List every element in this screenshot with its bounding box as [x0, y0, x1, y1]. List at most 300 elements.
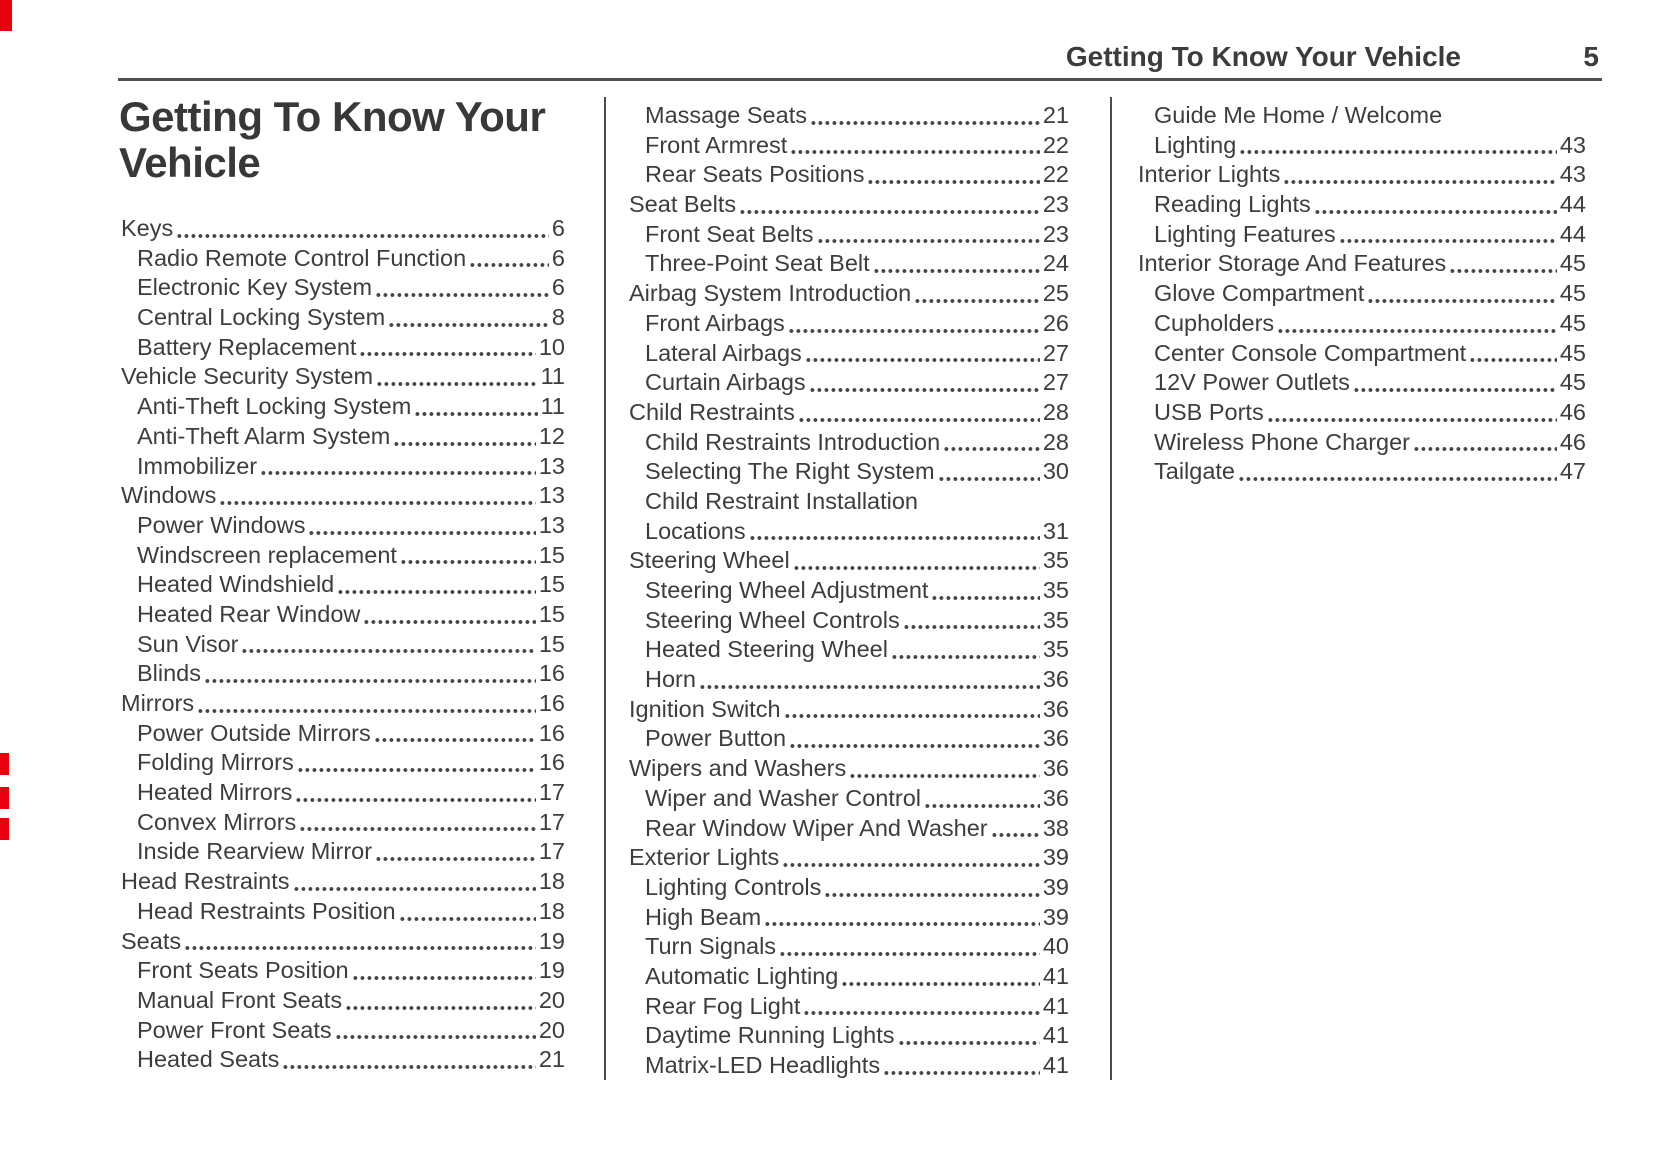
toc-entry-label: Seats	[121, 927, 182, 954]
toc-column-2	[629, 101, 1069, 1081]
toc-page-number: 16	[538, 719, 565, 746]
toc-entry-label: Child Restraints	[629, 398, 795, 425]
toc-page-number: 18	[538, 897, 565, 924]
toc-entry	[121, 541, 565, 571]
toc-page-number: 16	[538, 690, 565, 716]
toc-entry	[121, 927, 565, 957]
header-rule	[118, 78, 1602, 81]
toc-entry-label: Power Button	[645, 725, 787, 752]
toc-entry	[629, 903, 1069, 933]
toc-page-number: 35	[1042, 636, 1069, 663]
toc-page-number: 28	[1042, 398, 1069, 425]
dot-leader	[700, 684, 1040, 690]
toc-entry-label: Front Airbags	[645, 309, 785, 336]
toc-entry-label: Front Seat Belts	[645, 220, 814, 247]
dot-leader	[401, 559, 536, 565]
toc-entry-label: Power Windows	[137, 511, 306, 538]
toc-entry-label: High Beam	[645, 903, 762, 930]
dot-leader	[790, 743, 1040, 749]
dot-leader	[783, 862, 1040, 868]
toc-entry	[1138, 249, 1586, 279]
dot-leader	[892, 654, 1040, 660]
dot-leader	[377, 381, 538, 387]
toc-entry-label: Glove Compartment	[1154, 280, 1365, 307]
toc-entry-label: Heated Windshield	[137, 571, 335, 598]
dot-leader	[791, 149, 1040, 155]
toc-entry	[629, 546, 1069, 576]
toc-page-number: 36	[1042, 695, 1069, 722]
toc-page-number: 21	[538, 1046, 565, 1073]
toc-entry-label: Automatic Lighting	[645, 962, 839, 989]
dot-leader	[1268, 417, 1557, 423]
toc-entry	[629, 428, 1069, 458]
toc-entry-label: Head Restraints	[121, 868, 290, 895]
toc-entry-label: Front Armrest	[645, 131, 788, 158]
toc-entry-label: Anti-Theft Alarm System	[137, 422, 391, 449]
toc-entry-label: Seat Belts	[629, 191, 737, 218]
toc-entry-label: Blinds	[137, 660, 202, 687]
dot-leader	[825, 892, 1040, 898]
toc-entry	[1138, 398, 1586, 428]
toc-entry-label: Power Front Seats	[137, 1016, 332, 1043]
toc-page-number: 39	[1042, 903, 1069, 930]
toc-page-number: 13	[538, 482, 565, 509]
dot-leader	[376, 856, 536, 862]
dot-leader	[804, 1010, 1039, 1016]
dot-leader	[811, 120, 1040, 126]
toc-entry	[121, 452, 565, 482]
dot-leader	[884, 1070, 1040, 1076]
toc-entry	[121, 214, 565, 244]
toc-entry-label: Inside Rearview Mirror	[137, 838, 373, 865]
toc-page-number: 20	[538, 1016, 565, 1043]
toc-entry-label: Exterior Lights	[629, 844, 780, 871]
toc-entry	[629, 517, 1069, 547]
dot-leader	[1278, 328, 1557, 334]
toc-page-number: 22	[1042, 131, 1069, 158]
toc-entry	[121, 1045, 565, 1075]
dot-leader	[394, 441, 536, 447]
toc-page-number: 18	[538, 868, 565, 895]
toc-entry	[629, 1051, 1069, 1081]
dot-leader	[470, 262, 549, 268]
toc-entry-label: Locations	[645, 517, 746, 544]
toc-entry-label: Curtain Airbags	[645, 369, 806, 396]
toc-entry	[121, 392, 565, 422]
dot-leader	[780, 951, 1040, 957]
toc-page-number: 35	[1042, 577, 1069, 603]
toc-entry-label: Folding Mirrors	[137, 749, 294, 776]
dot-leader	[806, 357, 1040, 363]
dot-leader	[261, 470, 536, 476]
toc-entry-label: Windows	[121, 482, 217, 509]
toc-page-number: 23	[1042, 220, 1069, 247]
toc-page-number: 17	[538, 808, 565, 835]
toc-page-number: 36	[1042, 755, 1069, 782]
toc-page-number: 41	[1042, 992, 1069, 1019]
toc-entry	[1138, 190, 1586, 220]
dot-leader	[1450, 268, 1557, 274]
toc-entry-label: Immobilizer	[137, 452, 258, 479]
toc-entry-label: Vehicle Security System	[121, 363, 374, 390]
toc-page-number: 6	[551, 215, 565, 241]
dot-leader	[205, 678, 536, 684]
dot-leader	[944, 446, 1040, 452]
dot-leader	[794, 565, 1040, 571]
dot-leader	[1414, 446, 1557, 452]
toc-column-3	[1138, 101, 1586, 487]
toc-page-number: 35	[1042, 547, 1069, 574]
toc-page-number: 26	[1042, 309, 1069, 336]
dot-leader	[294, 886, 536, 892]
toc-entry	[1138, 220, 1586, 250]
toc-entry	[629, 635, 1069, 665]
toc-page-number: 44	[1559, 191, 1586, 218]
section-title-line1: Getting To Know Your	[119, 93, 546, 140]
toc-entry-label: Reading Lights	[1154, 191, 1311, 218]
toc-entry-label: Interior Storage And Features	[1138, 250, 1447, 277]
toc-page-number: 11	[540, 393, 565, 420]
toc-page-number: 45	[1559, 369, 1586, 396]
toc-page-number: 36	[1042, 666, 1069, 693]
toc-entry	[629, 339, 1069, 369]
toc-entry	[629, 487, 1069, 517]
toc-entry	[121, 600, 565, 630]
dot-leader	[810, 387, 1040, 393]
toc-page-number: 19	[538, 957, 565, 984]
dot-leader	[925, 803, 1040, 809]
dot-leader	[300, 826, 536, 832]
toc-entry-label: 12V Power Outlets	[1154, 369, 1350, 396]
toc-page-number: 15	[538, 600, 565, 627]
toc-page-number: 15	[538, 541, 565, 568]
toc-entry	[629, 962, 1069, 992]
toc-entry-label: Massage Seats	[645, 102, 807, 128]
toc-entry	[629, 160, 1069, 190]
toc-entry	[629, 249, 1069, 279]
toc-entry-label: Cupholders	[1154, 309, 1275, 336]
dot-leader	[789, 328, 1040, 334]
toc-page-number: 11	[540, 363, 565, 390]
dot-leader	[400, 916, 536, 922]
dot-leader	[939, 476, 1040, 482]
dot-leader	[868, 179, 1039, 185]
toc-entry	[629, 131, 1069, 161]
dot-leader	[296, 797, 535, 803]
toc-page-number: 45	[1559, 339, 1586, 366]
dot-leader	[309, 530, 535, 536]
toc-entry	[629, 784, 1069, 814]
dot-leader	[185, 945, 536, 951]
toc-entry-label: Anti-Theft Locking System	[137, 393, 412, 420]
toc-page-number: 25	[1042, 280, 1069, 307]
toc-entry	[121, 630, 565, 660]
toc-entry	[629, 843, 1069, 873]
dot-leader	[818, 238, 1040, 244]
toc-entry	[121, 511, 565, 541]
toc-entry-label: Three-Point Seat Belt	[645, 250, 870, 277]
dot-leader	[1239, 476, 1557, 482]
page-edge-dash	[0, 787, 9, 809]
toc-entry-label: Matrix-LED Headlights	[645, 1052, 881, 1078]
toc-entry	[629, 695, 1069, 725]
dot-leader	[1354, 387, 1557, 393]
toc-page-number: 8	[551, 304, 565, 331]
toc-page-number: 12	[538, 422, 565, 449]
column-divider-1	[604, 97, 606, 1080]
toc-entry-label: USB Ports	[1154, 398, 1264, 425]
toc-entry-label: Wiper and Washer Control	[645, 784, 922, 811]
dot-leader	[904, 624, 1040, 630]
toc-entry-label: Electronic Key System	[137, 274, 373, 301]
toc-entry-label: Ignition Switch	[629, 695, 781, 722]
dot-leader	[799, 417, 1040, 423]
toc-entry	[121, 422, 565, 452]
toc-entry-label: Selecting The Right System	[645, 458, 935, 485]
section-title-line2: Vehicle	[119, 139, 261, 186]
toc-page-number: 6	[551, 244, 565, 271]
dot-leader	[1315, 209, 1557, 215]
header-page-number: 5	[1583, 41, 1599, 72]
dot-leader	[842, 981, 1040, 987]
toc-page-number: 36	[1042, 784, 1069, 811]
toc-page-number: 22	[1042, 161, 1069, 188]
toc-page-number: 40	[1042, 933, 1069, 960]
toc-entry	[629, 992, 1069, 1022]
toc-entry	[629, 398, 1069, 428]
header-section-title: Getting To Know Your Vehicle	[1065, 41, 1461, 72]
toc-entry-label: Front Seats Position	[137, 957, 349, 984]
dot-leader	[1284, 179, 1556, 185]
toc-entry	[629, 932, 1069, 962]
dot-leader	[375, 737, 536, 743]
toc-page-number: 35	[1042, 606, 1069, 633]
dot-leader	[750, 535, 1040, 541]
toc-page-number: 45	[1559, 309, 1586, 336]
toc-entry	[121, 689, 565, 719]
toc-page-number: 31	[1042, 517, 1069, 544]
toc-page-number: 27	[1042, 369, 1069, 396]
toc-entry	[121, 719, 565, 749]
dot-leader	[360, 351, 535, 357]
toc-page-number: 21	[1042, 102, 1069, 128]
toc-entry	[629, 606, 1069, 636]
toc-entry-label: Steering Wheel Adjustment	[645, 577, 929, 603]
toc-entry-label: Airbag System Introduction	[629, 280, 912, 307]
dot-leader	[899, 1040, 1040, 1046]
toc-entry	[121, 659, 565, 689]
toc-entry-label: Convex Mirrors	[137, 808, 297, 835]
toc-entry-label: Center Console Compartment	[1154, 339, 1467, 366]
toc-entry-label: Power Outside Mirrors	[137, 719, 371, 746]
toc-entry	[1138, 309, 1586, 339]
toc-entry-label: Lateral Airbags	[645, 339, 802, 366]
toc-entry-label: Child Restraints Introduction	[645, 428, 941, 455]
dot-leader	[198, 708, 536, 714]
toc-page-number: 28	[1042, 428, 1069, 455]
toc-entry	[121, 333, 565, 363]
toc-page-number: 30	[1042, 458, 1069, 485]
toc-entry-label: Battery Replacement	[137, 333, 357, 360]
dot-leader	[1240, 149, 1557, 155]
dot-leader	[336, 1034, 536, 1040]
toc-page-number: 13	[538, 452, 565, 479]
toc-page-number: 45	[1559, 280, 1586, 307]
toc-entry-label: Heated Rear Window	[137, 600, 361, 627]
toc-entry-label: Heated Seats	[137, 1046, 280, 1073]
toc-entry	[121, 362, 565, 392]
toc-entry-label: Keys	[121, 215, 174, 241]
toc-entry-label: Horn	[645, 666, 696, 693]
dot-leader	[220, 500, 536, 506]
toc-page-number: 41	[1042, 1052, 1069, 1078]
page-edge-tab-top	[0, 0, 12, 31]
dot-leader	[177, 233, 549, 239]
column-divider-2	[1110, 97, 1112, 1080]
toc-page-number: 45	[1559, 250, 1586, 277]
toc-entry-label: Lighting	[1154, 131, 1237, 158]
dot-leader	[874, 268, 1040, 274]
toc-entry	[121, 986, 565, 1016]
toc-page-number: 46	[1559, 398, 1586, 425]
toc-entry	[629, 279, 1069, 309]
toc-page-number: 24	[1042, 250, 1069, 277]
toc-entry-label: Manual Front Seats	[137, 986, 343, 1013]
toc-entry	[121, 867, 565, 897]
toc-entry	[1138, 428, 1586, 458]
toc-entry	[629, 665, 1069, 695]
toc-entry	[121, 273, 565, 303]
section-title	[119, 94, 639, 186]
toc-entry-label: Central Locking System	[137, 304, 386, 331]
toc-entry	[629, 754, 1069, 784]
toc-page-number: 39	[1042, 844, 1069, 871]
toc-page-number: 36	[1042, 725, 1069, 752]
dot-leader	[338, 589, 536, 595]
toc-entry-label: Head Restraints Position	[137, 897, 396, 924]
toc-page-number: 16	[538, 660, 565, 687]
dot-leader	[283, 1064, 535, 1070]
toc-page-number: 17	[538, 838, 565, 865]
dot-leader	[850, 773, 1040, 779]
dot-leader	[740, 209, 1040, 215]
dot-leader	[364, 619, 536, 625]
toc-entry	[1138, 339, 1586, 369]
toc-entry	[121, 481, 565, 511]
toc-entry	[629, 873, 1069, 903]
toc-entry-label: Radio Remote Control Function	[137, 244, 467, 271]
toc-page-number: 38	[1042, 814, 1069, 841]
dot-leader	[785, 713, 1040, 719]
toc-entry	[121, 244, 565, 274]
toc-entry-label: Rear Window Wiper And Washer	[645, 814, 988, 841]
toc-entry-label: Rear Seats Positions	[645, 161, 865, 188]
toc-entry-label: Heated Steering Wheel	[645, 636, 888, 663]
dot-leader	[1368, 298, 1557, 304]
toc-entry	[121, 837, 565, 867]
toc-entry	[1138, 160, 1586, 190]
page-edge-dash	[0, 753, 9, 775]
toc-entry	[629, 309, 1069, 339]
toc-entry	[1138, 279, 1586, 309]
dot-leader	[298, 767, 536, 773]
dot-leader	[346, 1005, 536, 1011]
dot-leader	[1340, 238, 1557, 244]
toc-entry	[629, 724, 1069, 754]
toc-page-number: 27	[1042, 339, 1069, 366]
toc-entry-label: Turn Signals	[645, 933, 777, 960]
toc-entry-label: Child Restraint Installation	[645, 487, 918, 514]
dot-leader	[932, 595, 1039, 601]
toc-page-number: 41	[1042, 962, 1069, 989]
dot-leader	[353, 975, 536, 981]
toc-entry	[121, 570, 565, 600]
toc-entry	[629, 101, 1069, 131]
toc-entry	[629, 1021, 1069, 1051]
toc-page-number: 15	[538, 630, 565, 657]
toc-page-number: 23	[1042, 191, 1069, 218]
dot-leader	[415, 411, 537, 417]
toc-entry	[1138, 368, 1586, 398]
toc-entry	[629, 190, 1069, 220]
toc-entry	[629, 576, 1069, 606]
toc-entry-label: Wireless Phone Charger	[1154, 428, 1410, 455]
toc-page-number: 15	[538, 571, 565, 598]
toc-entry-label: Steering Wheel	[629, 547, 790, 574]
dot-leader	[376, 292, 549, 298]
toc-entry	[121, 897, 565, 927]
toc-entry	[121, 1016, 565, 1046]
toc-entry	[1138, 101, 1586, 131]
toc-page-number: 39	[1042, 873, 1069, 900]
toc-page-number: 10	[538, 333, 565, 360]
toc-entry	[121, 956, 565, 986]
toc-page-number: 19	[538, 927, 565, 954]
toc-entry	[1138, 131, 1586, 161]
toc-column-1	[121, 214, 565, 1075]
dot-leader	[915, 298, 1040, 304]
dot-leader	[242, 648, 535, 654]
toc-entry-label: Steering Wheel Controls	[645, 606, 900, 633]
toc-entry-label: Heated Mirrors	[137, 779, 293, 806]
toc-entry	[629, 368, 1069, 398]
toc-page-number: 41	[1042, 1022, 1069, 1049]
toc-page-number: 47	[1559, 458, 1586, 485]
toc-page-number: 13	[538, 511, 565, 538]
toc-entry	[121, 808, 565, 838]
toc-entry	[121, 748, 565, 778]
toc-entry-label: Tailgate	[1154, 458, 1235, 485]
dot-leader	[389, 322, 549, 328]
toc-entry	[121, 303, 565, 333]
toc-page-number: 43	[1559, 131, 1586, 158]
toc-entry-label: Lighting Features	[1154, 220, 1336, 247]
toc-entry-label: Windscreen replacement	[137, 541, 397, 568]
toc-page-number: 46	[1559, 428, 1586, 455]
toc-entry-label: Lighting Controls	[645, 873, 822, 900]
toc-entry-label: Daytime Running Lights	[645, 1022, 895, 1049]
toc-page-number: 6	[551, 274, 565, 301]
toc-entry-label: Guide Me Home / Welcome	[1154, 102, 1443, 128]
toc-entry	[629, 457, 1069, 487]
toc-entry	[629, 220, 1069, 250]
toc-entry	[629, 814, 1069, 844]
page-edge-dash	[0, 818, 9, 840]
toc-entry-label: Rear Fog Light	[645, 992, 801, 1019]
toc-entry	[1138, 457, 1586, 487]
dot-leader	[765, 921, 1040, 927]
toc-entry-label: Interior Lights	[1138, 161, 1281, 188]
